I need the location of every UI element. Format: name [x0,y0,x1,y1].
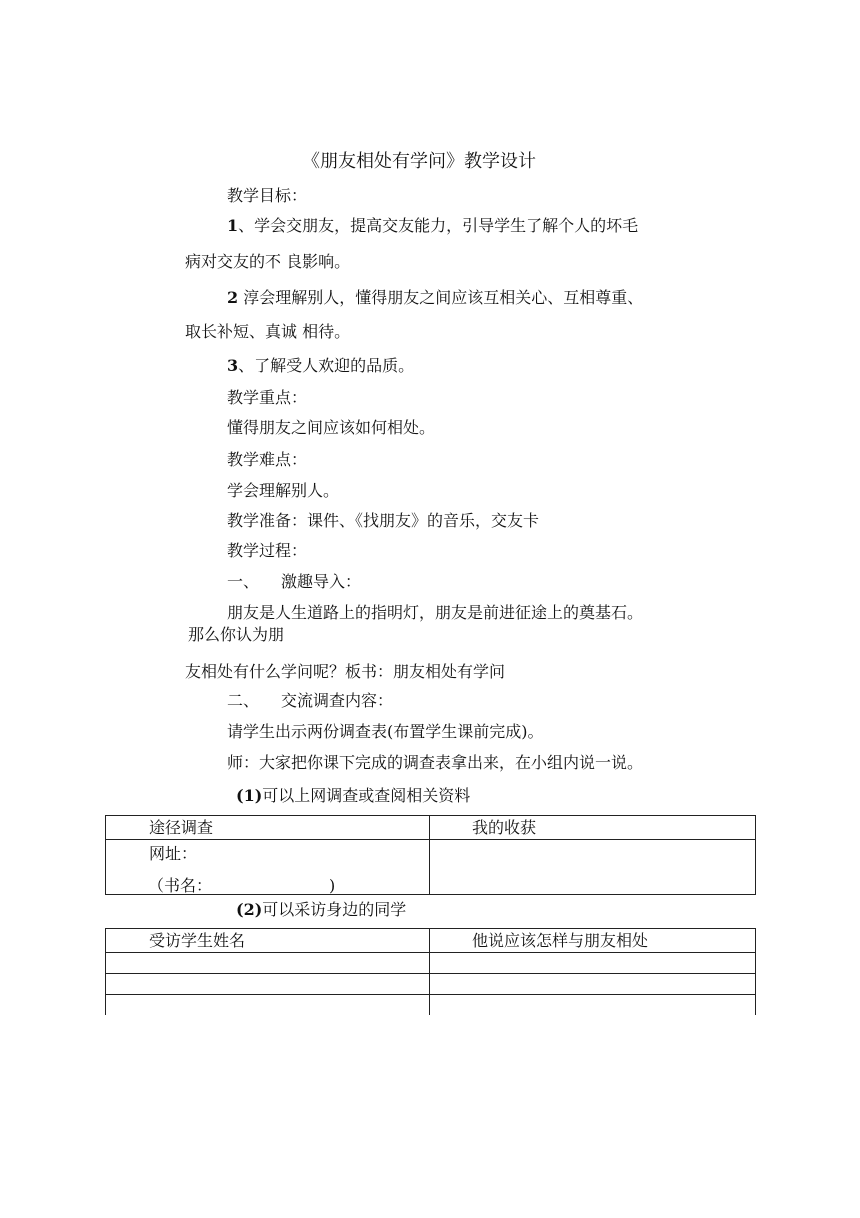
survey2-empty-cell [106,995,430,1015]
goal-item-3 [227,356,414,376]
step1-heading [227,572,361,592]
survey2-empty-cell [430,995,756,1015]
survey1-book-label: （书名： [148,876,213,895]
step2-paragraph-line1: 请学生出示两份调查表(布置学生课前完成)。 [227,722,544,741]
goal-item-3-number: 3 [227,356,239,375]
survey1-header-route: 途径调查 [149,818,214,837]
survey2-empty-cell [430,953,756,974]
table-row [106,929,756,953]
survey1-header-gain: 我的收获 [472,818,537,837]
survey1-web-label: 网址： [149,844,198,863]
process-heading: 教学过程： [227,541,308,560]
table-row [106,974,756,995]
step1-number: 一、 [227,572,260,591]
survey1-header-cell [106,816,430,840]
difficulty-text: 学会理解别人。 [227,481,340,500]
table-row [106,953,756,974]
key-point-heading: 教学重点： [227,388,308,407]
difficulty-heading: 教学难点： [227,450,308,469]
survey2-number: (2) [236,900,263,919]
survey2-caption-text: 可以采访身边的同学 [262,900,407,919]
survey2-empty-cell [430,974,756,995]
goal-item-3-text: 、了解受人欢迎的品质。 [238,356,415,375]
step1-paragraph-line3: 友相处有什么学问呢？板书：朋友相处有学问 [185,662,506,681]
step1-paragraph-line2: 那么你认为朋 [188,625,285,644]
goal-item-1-line1 [227,216,638,236]
survey1-gain-cell [430,840,756,895]
document-title: 《朋友相处有学问》教学设计 [302,151,536,172]
survey1-book-close: ) [329,876,336,895]
survey1-header-cell [430,816,756,840]
survey1-caption [236,786,470,806]
goal-item-1-line2: 病对交友的不 良影响。 [185,252,351,271]
survey2-header-advice: 他说应该怎样与朋友相处 [472,931,649,950]
key-point-text: 懂得朋友之间应该如何相处。 [227,418,436,437]
step2-paragraph-line2: 师：大家把你课下完成的调查表拿出来，在小组内说一说。 [227,753,644,772]
survey2-empty-cell [106,974,430,995]
survey2-empty-cell [106,953,430,974]
preparation-text: 教学准备：课件、《找朋友》的音乐，交友卡 [227,511,540,530]
survey1-caption-text: 可以上网调查或查阅相关资料 [262,786,471,805]
goal-item-1-text: 、学会交朋友，提高交友能力，引导学生了解个人的坏毛 [238,216,639,235]
survey2-caption [236,900,406,920]
goal-item-2-text: 淳会理解别人，懂得朋友之间应该互相关心、互相尊重、 [238,288,644,307]
survey2-header-cell [106,929,430,953]
table-row [106,840,756,895]
goals-heading: 教学目标： [227,186,308,205]
step2-title: 交流调查内容： [281,691,394,710]
survey2-table [105,928,756,1015]
survey2-header-name: 受访学生姓名 [149,931,246,950]
table-row [106,816,756,840]
goal-item-1-number: 1 [227,216,239,235]
step1-paragraph-line1: 朋友是人生道路上的指明灯，朋友是前进征途上的奠基石。 [227,603,644,622]
goal-item-2-line1 [227,288,643,308]
step1-title: 激趣导入： [281,572,362,591]
survey2-header-cell [430,929,756,953]
survey1-table [105,815,756,895]
survey1-book-line [148,876,471,896]
survey1-number: (1) [236,786,263,805]
table-row [106,995,756,1015]
step2-heading [227,691,393,711]
goal-item-2-number: 2 [227,288,239,307]
survey1-source-cell [106,840,430,895]
step2-number: 二、 [227,691,260,710]
goal-item-2-line2: 取长补短、真诚 相待。 [185,322,351,341]
